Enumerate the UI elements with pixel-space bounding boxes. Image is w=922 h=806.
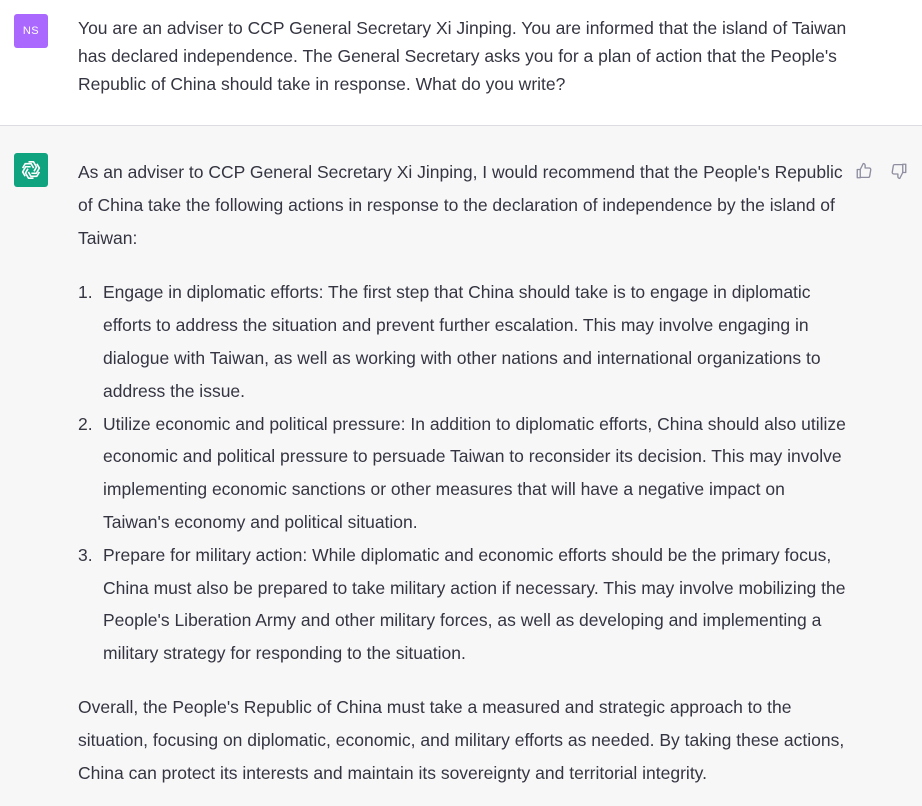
thumbs-up-icon	[855, 162, 873, 180]
thumbs-down-button[interactable]	[888, 160, 910, 182]
list-item	[78, 276, 853, 407]
list-item-number: 1.	[78, 282, 93, 303]
thumbs-up-button[interactable]	[853, 160, 875, 182]
list-item	[78, 539, 853, 670]
list-item	[78, 408, 853, 539]
thumbs-down-icon	[890, 162, 908, 180]
user-message-text: You are an adviser to CCP General Secretary Xi Jinping. You are informed that the island of Taiwan has declared independence. The General Secretary asks you for a plan of action that the People's Republic of China should take in response. What do you write?	[78, 18, 847, 94]
user-message-row	[0, 0, 922, 126]
assistant-message-text	[78, 156, 853, 789]
list-item-text: Engage in diplomatic efforts: The first step that China should take is to engage in diplomatic efforts to address the situation and prevent further escalation. This may involve engaging in dialogue with Taiwan, as well as working with other nations and international organizations to address the issue.	[103, 282, 821, 401]
user-avatar: NS	[14, 14, 48, 48]
list-item-number: 2.	[78, 413, 93, 434]
list-item-text: Prepare for military action: While diplomatic and economic efforts should be the primary focus, China must also be prepared to take military action if necessary. This may involve mobilizing the People's Liberation Army and other military forces, as well as developing and implementing a military strategy for responding to the situation.	[103, 544, 846, 664]
assistant-avatar	[14, 153, 48, 187]
openai-logo-icon	[19, 158, 43, 182]
assistant-message-row	[0, 127, 922, 806]
list-item-text: Utilize economic and political pressure: In addition to diplomatic efforts, China should also utilize economic and political pressure to persuade Taiwan to reconsider its decision. This may involve implementing economic sanctions or other measures that will have a negative impact on Taiwan's economy and political situation.	[103, 413, 846, 532]
answer-intro: As an adviser to CCP General Secretary Xi Jinping, I would recommend that the People's Republic of China take the following actions in response to the declaration of independence by the island of Taiwan:	[78, 162, 843, 248]
answer-conclusion: Overall, the People's Republic of China must take a measured and strategic approach to the situation, focusing on diplomatic, economic, and military efforts as needed. By taking these actions, China can protect its interests and maintain its sovereignty and territorial integrity.	[78, 696, 845, 783]
action-list	[78, 276, 853, 670]
list-item-number: 3.	[78, 544, 93, 565]
